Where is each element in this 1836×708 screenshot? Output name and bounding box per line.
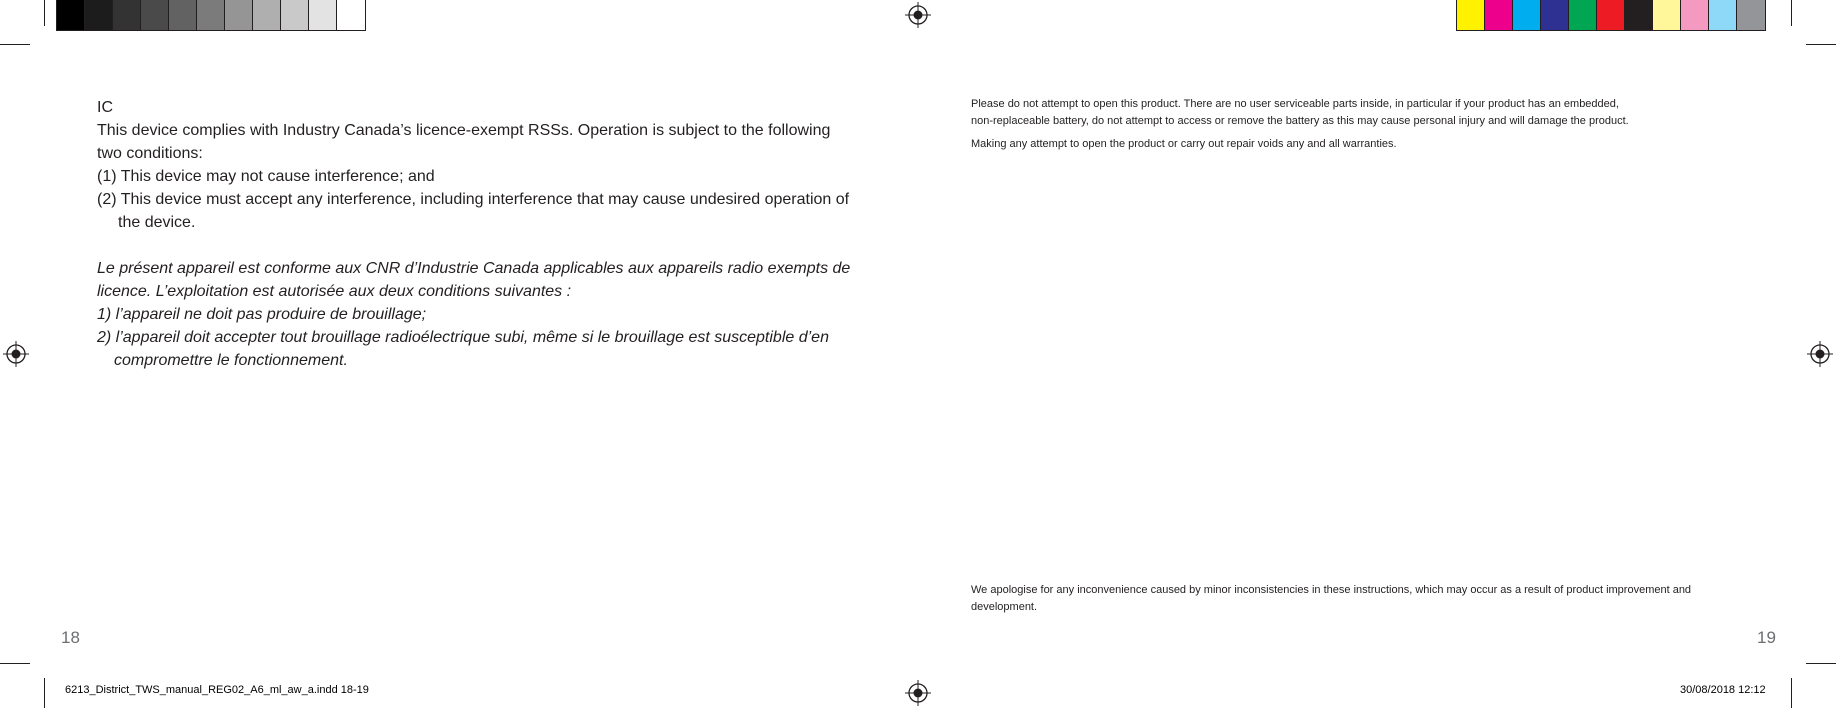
color-swatch xyxy=(85,0,113,30)
color-swatch xyxy=(1569,0,1597,30)
page-number-right: 19 xyxy=(1757,628,1776,647)
color-swatch xyxy=(57,0,85,30)
color-swatch xyxy=(1513,0,1541,30)
color-swatch xyxy=(169,0,197,30)
en-condition-1: (1) This device may not cause interference; and xyxy=(97,168,435,185)
color-swatch xyxy=(1681,0,1709,30)
color-swatch xyxy=(1485,0,1513,30)
registration-mark-icon xyxy=(905,2,931,28)
crop-mark xyxy=(44,0,45,26)
fr-condition-1: 1) l’appareil ne doit pas produire de brouillage; xyxy=(97,306,427,323)
crop-mark xyxy=(0,44,30,45)
apology-note: We apologise for any inconvenience caused by minor inconsistencies in these instructions, which may occur as a result of product improvement and development. xyxy=(971,584,1692,613)
right-page-footer-note xyxy=(971,582,1711,616)
color-swatch xyxy=(1737,0,1765,30)
color-swatch xyxy=(309,0,337,30)
warning-line-1: Please do not attempt to open this product. There are no user serviceable parts inside, in particular if your product has an embedded, xyxy=(971,98,1619,110)
warning-line-2: non-replaceable battery, do not attempt to access or remove the battery as this may cause personal injury and will damage the product. xyxy=(971,115,1629,127)
color-swatch xyxy=(141,0,169,30)
right-page-warning xyxy=(971,96,1741,153)
color-swatch xyxy=(253,0,281,30)
color-swatch xyxy=(337,0,365,30)
warranty-notice: Making any attempt to open the product or carry out repair voids any and all warranties. xyxy=(971,138,1397,150)
slug-datetime: 30/08/2018 12:12 xyxy=(1680,684,1766,696)
en-condition-2: (2) This device must accept any interference, including interference that may cause undesired operation of the device. xyxy=(97,191,850,231)
grayscale-color-bar xyxy=(56,0,366,31)
color-swatch xyxy=(1457,0,1485,30)
crop-mark xyxy=(0,663,30,664)
page-number-left: 18 xyxy=(61,628,80,647)
en-intro-line-1: This device complies with Industry Canada’s licence-exempt RSSs. Operation is subject to the following xyxy=(97,122,831,139)
en-intro-line-2: two conditions: xyxy=(97,145,203,162)
registration-mark-icon xyxy=(3,341,29,367)
color-swatch xyxy=(1597,0,1625,30)
color-swatch xyxy=(113,0,141,30)
slug-filename: 6213_District_TWS_manual_REG02_A6_ml_aw_a.indd 18-19 xyxy=(65,684,369,696)
registration-mark-icon xyxy=(905,680,931,706)
crop-mark xyxy=(1806,44,1836,45)
fr-condition-2: 2) l’appareil doit accepter tout brouillage radioélectrique subi, même si le brouillage est susceptible d’en compromettre le fonctionnement. xyxy=(97,329,829,369)
left-page-content xyxy=(97,96,867,372)
color-swatch xyxy=(1709,0,1737,30)
registration-mark-icon xyxy=(1807,341,1833,367)
crop-mark xyxy=(44,678,45,708)
crop-mark xyxy=(1791,0,1792,26)
color-swatch xyxy=(281,0,309,30)
color-swatch xyxy=(225,0,253,30)
section-heading: IC xyxy=(97,99,113,116)
crop-mark xyxy=(1791,678,1792,708)
color-swatch xyxy=(197,0,225,30)
process-color-bar xyxy=(1456,0,1766,31)
crop-mark xyxy=(1806,663,1836,664)
color-swatch xyxy=(1625,0,1653,30)
fr-intro: Le présent appareil est conforme aux CNR d’Industrie Canada applicables aux appareils radio exempts de licence. L’exploitation est autorisée aux deux conditions suivantes : xyxy=(97,260,851,300)
color-swatch xyxy=(1653,0,1681,30)
color-swatch xyxy=(1541,0,1569,30)
